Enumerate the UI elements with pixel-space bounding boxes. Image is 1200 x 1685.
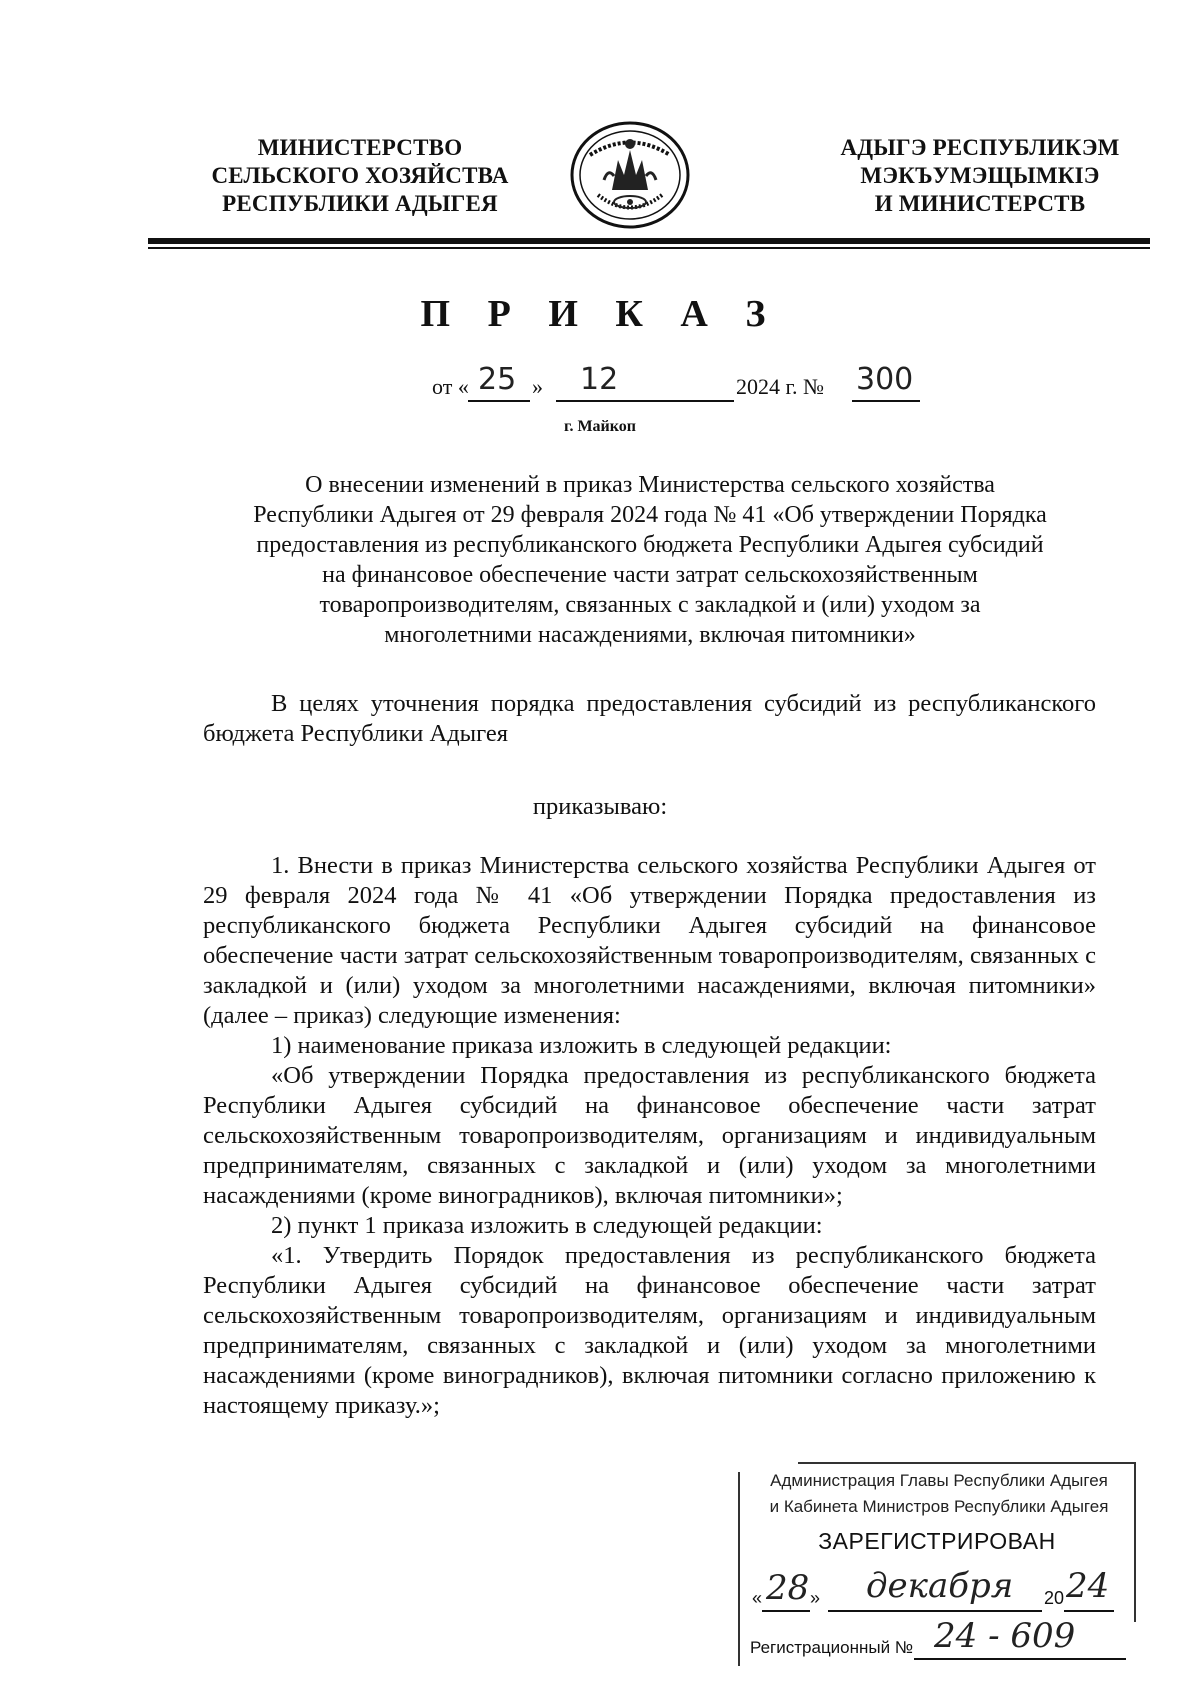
subject-line: многолетними насаждениями, включая питомники»	[384, 622, 916, 648]
stamp-border-top	[798, 1462, 1136, 1464]
stamp-reg-label: Регистрационный №	[750, 1638, 914, 1657]
stamp-org-line: Администрация Главы Республики Адыгея	[770, 1471, 1108, 1490]
stamp-registration-number	[748, 1616, 1138, 1664]
order-date-number-line	[432, 362, 952, 408]
city-name: г. Майкоп	[563, 418, 636, 435]
month-underline	[556, 400, 734, 402]
stamp-org-line: и Кабинета Министров Республики Адыгея	[769, 1497, 1109, 1516]
stamp-year-underline	[1064, 1610, 1114, 1612]
stamp-date-open: «	[752, 1588, 763, 1608]
order-body	[203, 851, 1096, 1421]
stamp-organization	[748, 1468, 1130, 1520]
ministry-name-line: РЕСПУБЛИКИ АДЫГЕЯ	[222, 191, 498, 216]
ministry-name-line: АДЫГЭ РЕСПУБЛИКЭМ	[840, 135, 1120, 160]
stamp-reg-number: 24 - 609	[934, 1616, 1076, 1656]
adygea-coat-of-arms-icon	[568, 120, 692, 230]
preamble-text: В целях уточнения порядка предоставления субсидий из республиканского бюджета Республики Адыгея	[203, 690, 1096, 747]
date-mid: »	[532, 374, 543, 399]
ministry-name-russian	[210, 134, 510, 218]
stamp-date-year: 24	[1066, 1566, 1110, 1606]
date-prefix: от «	[432, 374, 469, 399]
subject-line: на финансовое обеспечение части затрат сельскохозяйственным	[322, 562, 978, 588]
paragraph-subitem-2: 2) пункт 1 приказа изложить в следующей редакции:	[271, 1212, 823, 1239]
preamble	[203, 689, 1096, 749]
ministry-name-line: И МИНИСТЕРСТВ	[874, 191, 1086, 216]
stamp-date-close: »	[810, 1588, 821, 1608]
stamp-day-underline	[762, 1610, 810, 1612]
ministry-name-adyghe	[835, 134, 1125, 218]
date-day: 25	[478, 362, 517, 397]
day-underline	[468, 400, 530, 402]
document-title: П Р И К А З	[420, 293, 780, 335]
order-directive-word: приказываю:	[532, 793, 668, 820]
ministry-name-line: СЕЛЬСКОГО ХОЗЯЙСТВА	[211, 163, 509, 188]
paragraph-item-1: 1. Внести в приказ Министерства сельского хозяйства Республики Адыгея от 29 февраля 2024 года № 41 «Об утверждении Порядка предоставления из республиканского бюджета Республики Адыгея субсидий на финансовое обеспечение части затрат сельскохозяйственным товаропроизводителям, связанных с закладкой и (или) уходом за многолетними насаждениями, включая питомники» (далее – приказ) следующие изменения:	[203, 852, 1096, 1029]
ministry-name-line: МЭКЪУМЭЩЫМКIЭ	[860, 163, 1100, 188]
stamp-date-month: декабря	[866, 1566, 1014, 1606]
subject-line: Республики Адыгея от 29 февраля 2024 года № 41 «Об утверждении Порядка	[253, 502, 1047, 528]
subject-line: предоставления из республиканского бюджета Республики Адыгея субсидий	[256, 532, 1044, 558]
order-number: 300	[856, 362, 914, 397]
stamp-date-day: 28	[766, 1568, 810, 1608]
paragraph-subitem-1: 1) наименование приказа изложить в следующей редакции:	[271, 1032, 892, 1059]
paragraph-quote-2: «1. Утвердить Порядок предоставления из республиканского бюджета Республики Адыгея субсидий на финансовое обеспечение части затрат сельскохозяйственным товаропроизводителям, организациям и индивидуальным предпринимателям, связанных с закладкой и (или) уходом за многолетними насаждениями (кроме виноградников), включая питомники согласно приложению к настоящему приказу.»;	[203, 1242, 1096, 1419]
header-divider-thick	[148, 238, 1150, 244]
stamp-border-left	[738, 1472, 740, 1666]
date-year-number-label: 2024 г. №	[736, 374, 825, 399]
stamp-reg-underline	[914, 1658, 1126, 1660]
paragraph-quote-1: «Об утверждении Порядка предоставления из республиканского бюджета Республики Адыгея субсидий на финансовое обеспечение части затрат сельскохозяйственным товаропроизводителям, организациям и индивидуальным предпринимателям, связанных с закладкой и (или) уходом за многолетними насаждениями (кроме виноградников), включая питомники»;	[203, 1062, 1096, 1209]
registration-stamp	[738, 1462, 1136, 1666]
number-underline	[852, 400, 920, 402]
date-month: 12	[580, 362, 619, 397]
subject-line: О внесении изменений в приказ Министерства сельского хозяйства	[305, 472, 995, 498]
subject-line: товаропроизводителям, связанных с закладкой и (или) уходом за	[319, 592, 981, 618]
document-header	[0, 120, 1200, 230]
stamp-registered-label: ЗАРЕГИСТРИРОВАН	[818, 1528, 1056, 1554]
stamp-date-year-prefix: 20	[1044, 1588, 1065, 1608]
ministry-name-line: МИНИСТЕРСТВО	[257, 135, 463, 160]
order-subject	[200, 470, 1100, 650]
stamp-date	[748, 1566, 1138, 1616]
stamp-month-underline	[828, 1610, 1042, 1612]
header-divider-thin	[148, 247, 1150, 249]
